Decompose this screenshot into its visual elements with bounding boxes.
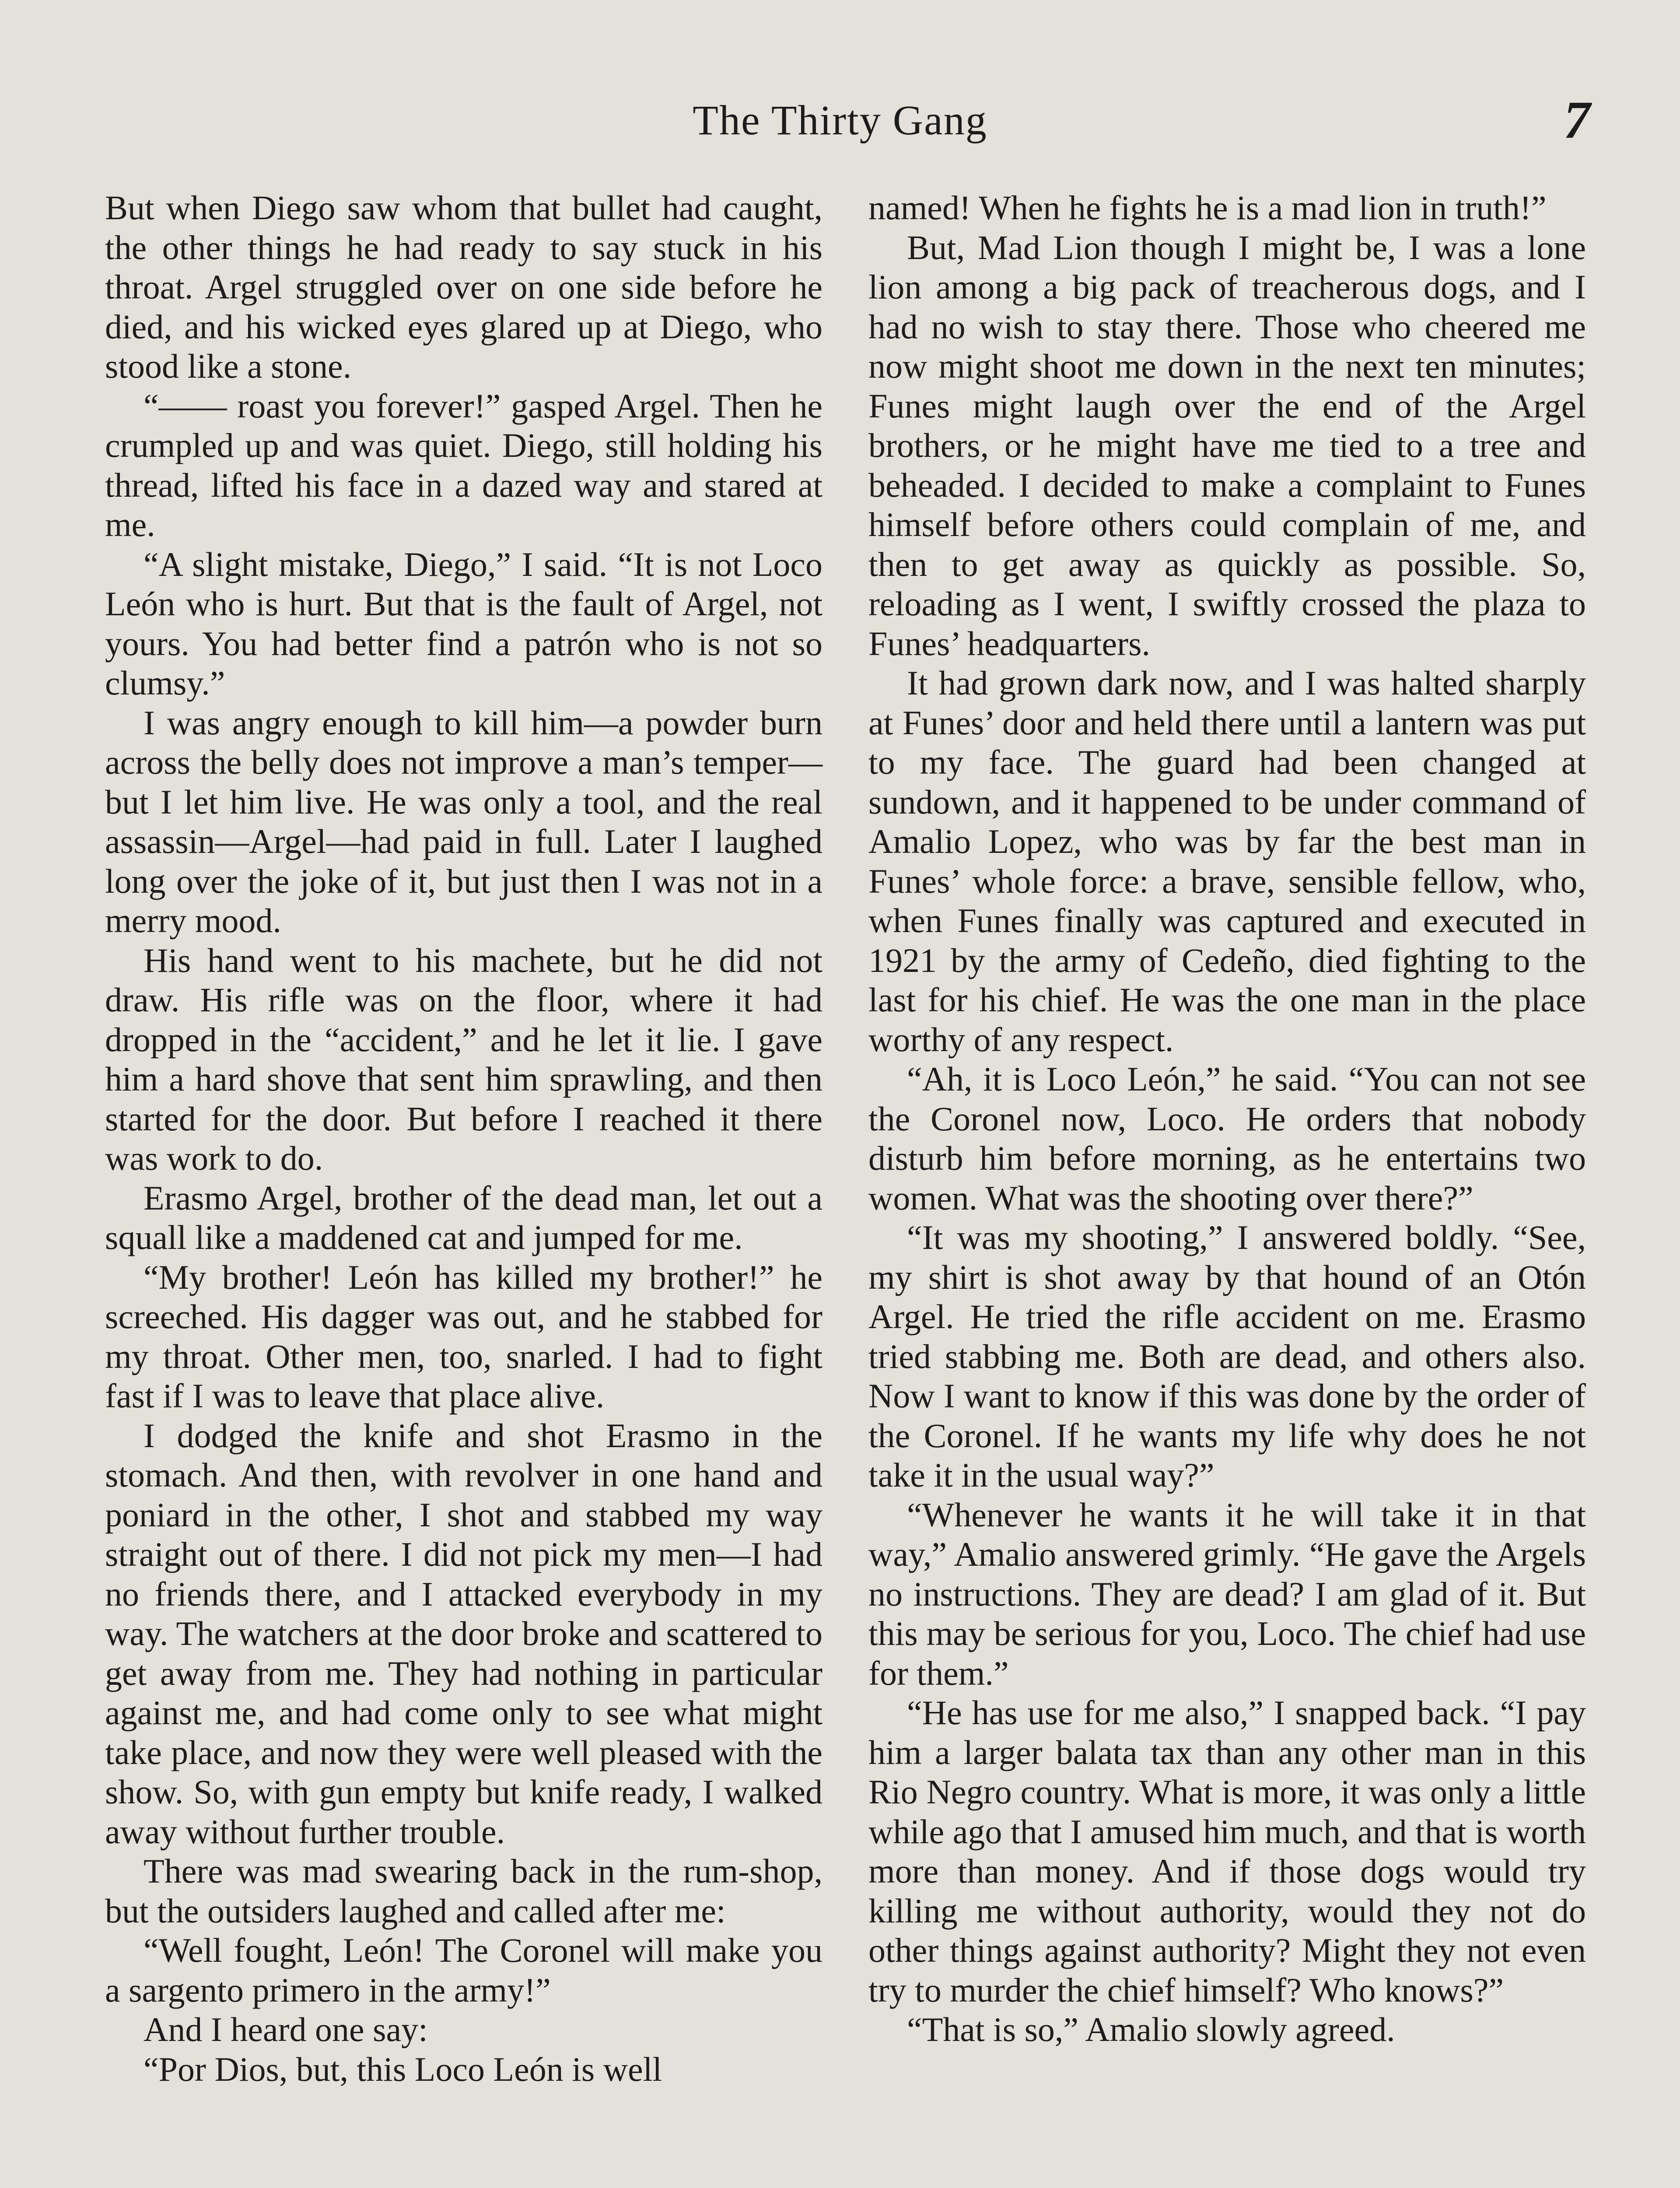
paragraph: But, Mad Lion though I might be, I was a lone lion among a big pack of treacherous dogs, and I had no wish to stay there. Those who cheered me now might shoot me down in the next ten minutes; Funes might laugh over the end of the Argel brothers, or he might have me tied to a tree and beheaded. I decided to make a complaint to Funes himself before others could complain of me, and then to get away as quickly as possible. So, reloading as I went, I swiftly crossed the plaza to Funes’ headquarters. — [868, 228, 1586, 663]
paragraph: There was mad swearing back in the rum-shop, but the outsiders laughed and called after me: — [105, 1852, 822, 1930]
paragraph: “A slight mistake, Diego,” I said. “It is not Loco León who is hurt. But that is the fault of Argel, not yours. You had better find a patrón who is not so clumsy.” — [105, 545, 822, 702]
paragraph: I dodged the knife and shot Erasmo in the stomach. And then, with revolver in one hand and poniard in the other, I shot and stabbed my way straight out of there. I did not pick my men—I had no friends there, and I attacked everybody in my way. The watchers at the door broke and scattered to get away from me. They had nothing in particular against me, and had come only to see what might take place, and now they were well pleased with the show. So, with gun empty but knife ready, I walked away without further trouble. — [105, 1416, 822, 1851]
paragraph: Erasmo Argel, brother of the dead man, let out a squall like a maddened cat and jumped for me. — [105, 1178, 822, 1256]
left-column — [105, 188, 822, 2089]
paragraph: “My brother! León has killed my brother!” he screeched. His dagger was out, and he stabbed for my throat. Other men, too, snarled. I had to fight fast if I was to leave that place alive. — [105, 1258, 822, 1415]
paragraph: “It was my shooting,” I answered boldly. “See, my shirt is shot away by that hound of an Otón Argel. He tried the rifle accident on me. Erasmo tried stabbing me. Both are dead, and others also. Now I want to know if this was done by the order of the Coronel. If he wants my life why does he not take it in the usual way?” — [868, 1218, 1586, 1494]
paragraph: And I heard one say: — [144, 2010, 428, 2048]
paragraph: “Well fought, León! The Coronel will make you a sargento primero in the army!” — [105, 1931, 822, 2009]
paragraph: “Ah, it is Loco León,” he said. “You can not see the Coronel now, Loco. He orders that nobody disturb him before morning, as he entertains two women. What was the shooting over there?” — [868, 1060, 1586, 1217]
paragraph: I was angry enough to kill him—a powder burn across the belly does not improve a man’s temper—but I let him live. He was only a tool, and the real assassin—Argel—had paid in full. Later I laughed long over the joke of it, but just then I was not in a merry mood. — [105, 703, 822, 940]
paragraph: It had grown dark now, and I was halted sharply at Funes’ door and held there until a lantern was put to my face. The guard had been changed at sundown, and it happened to be under command of Amalio Lopez, who was by far the best man in Funes’ whole force: a brave, sensible fellow, who, when Funes finally was captured and executed in 1921 by the army of Cedeño, died fighting to the last for his chief. He was the one man in the place worthy of any respect. — [868, 664, 1586, 1059]
paragraph: “Whenever he wants it he will take it in that way,” Amalio answered grimly. “He gave the Argels no instructions. They are dead? I am glad of it. But this may be serious for you, Loco. The chief had use for them.” — [868, 1495, 1586, 1692]
right-column — [868, 188, 1586, 2050]
page-header — [0, 88, 1680, 166]
paragraph: His hand went to his machete, but he did not draw. His rifle was on the floor, where it had dropped in the “accident,” and he let it lie. I gave him a hard shove that sent him sprawling, and then started for the door. But before I reached it there was work to do. — [105, 941, 822, 1177]
paragraph: “That is so,” Amalio slowly agreed. — [907, 2010, 1395, 2048]
paragraph: “Por Dios, but, this Loco León is well — [144, 2050, 662, 2088]
paragraph: named! When he fights he is a mad lion in truth!” — [868, 189, 1547, 227]
paragraph: But when Diego saw whom that bullet had caught, the other things he had ready to say stuck in his throat. Argel struggled over on one side before he died, and his wicked eyes glared up at Diego, who stood like a stone. — [105, 189, 822, 385]
running-title: The Thirty Gang — [693, 97, 987, 144]
page-number: 7 — [1564, 91, 1590, 150]
paragraph: “—— roast you forever!” gasped Argel. Then he crumpled up and was quiet. Diego, still holding his thread, lifted his face in a dazed way and stared at me. — [105, 386, 822, 543]
paragraph: “He has use for me also,” I snapped back. “I pay him a larger balata tax than any other man in this Rio Negro country. What is more, it was only a little while ago that I amused him much, and that is worth more than money. And if those dogs would try killing me without authority, would they not do other things against authority? Might they not even try to murder the chief himself? Who knows?” — [868, 1694, 1586, 2009]
